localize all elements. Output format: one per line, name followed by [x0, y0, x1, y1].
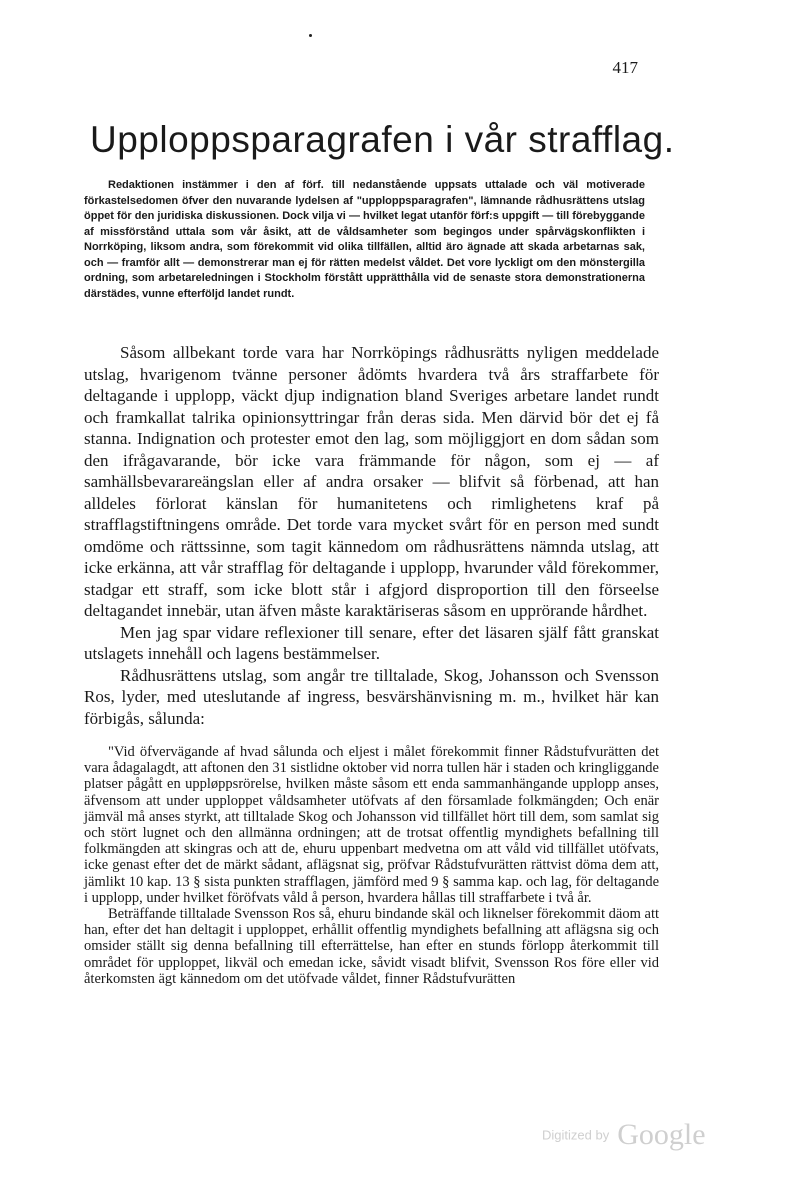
editorial-note: Redaktionen instämmer i den af förf. till nedanstående uppsats uttalade och väl motiverade förkastelsedomen öfver den nuvarande lydelsen af "upploppsparagrafen", lämnande rådhusrättens utslag öppet för den juridiska diskussionen. Dock vilja vi — hvilket legat utanför förf:s uppgift — till förebyggande af missförstånd uttala som vår åsikt, att de våldsamheter som begingos under spårvägskonflikten i Norrköping, liksom andra, som förekommit vid olika tillfällen, alltid äro ägnade att skada arbetarnas sak, och — framför allt — demonstrerar man ej för rätten medelst våldet. Det vore lyckligt om den mönstergilla ordning, som arbetareledningen i Stockholm förstått upprätthålla vid de senaste stora demonstrationerna därstädes, vunne efterföljd landet rundt. — [84, 179, 645, 300]
body-paragraph: Rådhusrättens utslag, som angår tre tilltalade, Skog, Johansson och Svensson Ros, lyder, med uteslutande af ingress, besvärshänvisning m. m., hvilket här kan förbigås, sålunda: — [84, 665, 659, 728]
quote-paragraph: "Vid öfvervägande af hvad sålunda och eljest i målet förekommit finner Rådstufvurätten det vara ådagalagdt, att aftonen den 31 sistlidne oktober vid norra tullen här i staden och kringliggande platser pågått en uppløppsrörelse, hvilken måste såsom ett enda sammanhängande upplopp anses, äfvensom att under upploppet våldsamheter utöfvats af den församlade folkmängden; Och enär jämväl må anses styrkt, att tilltalade Skog och Johansson vid tillfället hört till dem, som samlat sig och stört lugnet och den allmänna ordningen; att de trotsat offentlig myndighets befallning till folkmängden att skingras och att de, ehuru uppenbart medvetna om att våld vid tillfället utöfvats, icke genast efter det de märkt sådant, aflägsnat sig, pröfvar Rådstufvurätten rättvist döma dem att, jämlikt 10 kap. 13 § sista punkten strafflagen, jämförd med 9 § samma kap. och lag, för deltagande i upplopp, under hvilket föröfvats våld å person, hvardera hållas till straffarbete i två år. — [84, 744, 659, 906]
stray-dot — [309, 34, 312, 37]
court-ruling-quote — [84, 744, 659, 987]
article-body — [84, 342, 659, 729]
body-paragraph: Men jag spar vidare reflexioner till senare, efter det läsaren själf fått granskat utslagets innehåll och lagens bestämmelser. — [84, 622, 659, 663]
quote-paragraph: Beträffande tilltalade Svensson Ros så, ehuru bindande skäl och liknelser förekommit däom att han, efter det han deltagit i upploppet, erhållit offentlig myndighets befallning att aflägsna sig och omsider ställt sig denna befallning till efterrättelse, han efter en stunds förlopp återkommit till området för upploppet, likväl och emedan icke, såvidt visadt blifvit, Svensson Ros före eller vid återkomsten ägt kännedom om det utöfvade våldet, finner Rådstufvurätten — [84, 906, 659, 987]
google-logo: Google — [617, 1118, 706, 1151]
page-number: 417 — [612, 58, 638, 77]
article-title: Upploppsparagrafen i vår strafflag. — [90, 119, 675, 160]
body-paragraph: Såsom allbekant torde vara har Norrköpings rådhusrätts nyligen meddelade utslag, hvarigenom tvänne personer ådömts hvardera två års straffarbete för deltagande i upplopp, väckt djup indignation bland Sveriges arbetare landet rundt och framkallat talrika opinionsyttringar från deras sida. Men därvid bör det ej få stanna. Indignation och protester emot den lag, som möjliggjort en dom sådan som den ifrågavarande, bör icke vara främmande för någon, som ej — af samhällsbevarareängslan eller af andra orsaker — blifvit så förbenad, att han alldeles förlorat känslan för humanitetens och rimlighetens kraf på strafflagstiftningens område. Det torde vara mycket svårt för en person med sundt omdöme och rättssinne, som tagit kännedom om rådhusrättens nämnda utslag, att icke erkänna, att vår strafflag för deltagande i upplopp, hvarunder våld förekommer, stadgar ett straff, som icke blott står i afgjord disproportion till den förseelse deltagandet innebär, utan äfven måste karaktäriseras såsom en upprörande hårdhet. — [84, 343, 659, 620]
watermark-prefix: Digitized by — [542, 1127, 610, 1143]
digitized-watermark — [542, 1118, 706, 1152]
